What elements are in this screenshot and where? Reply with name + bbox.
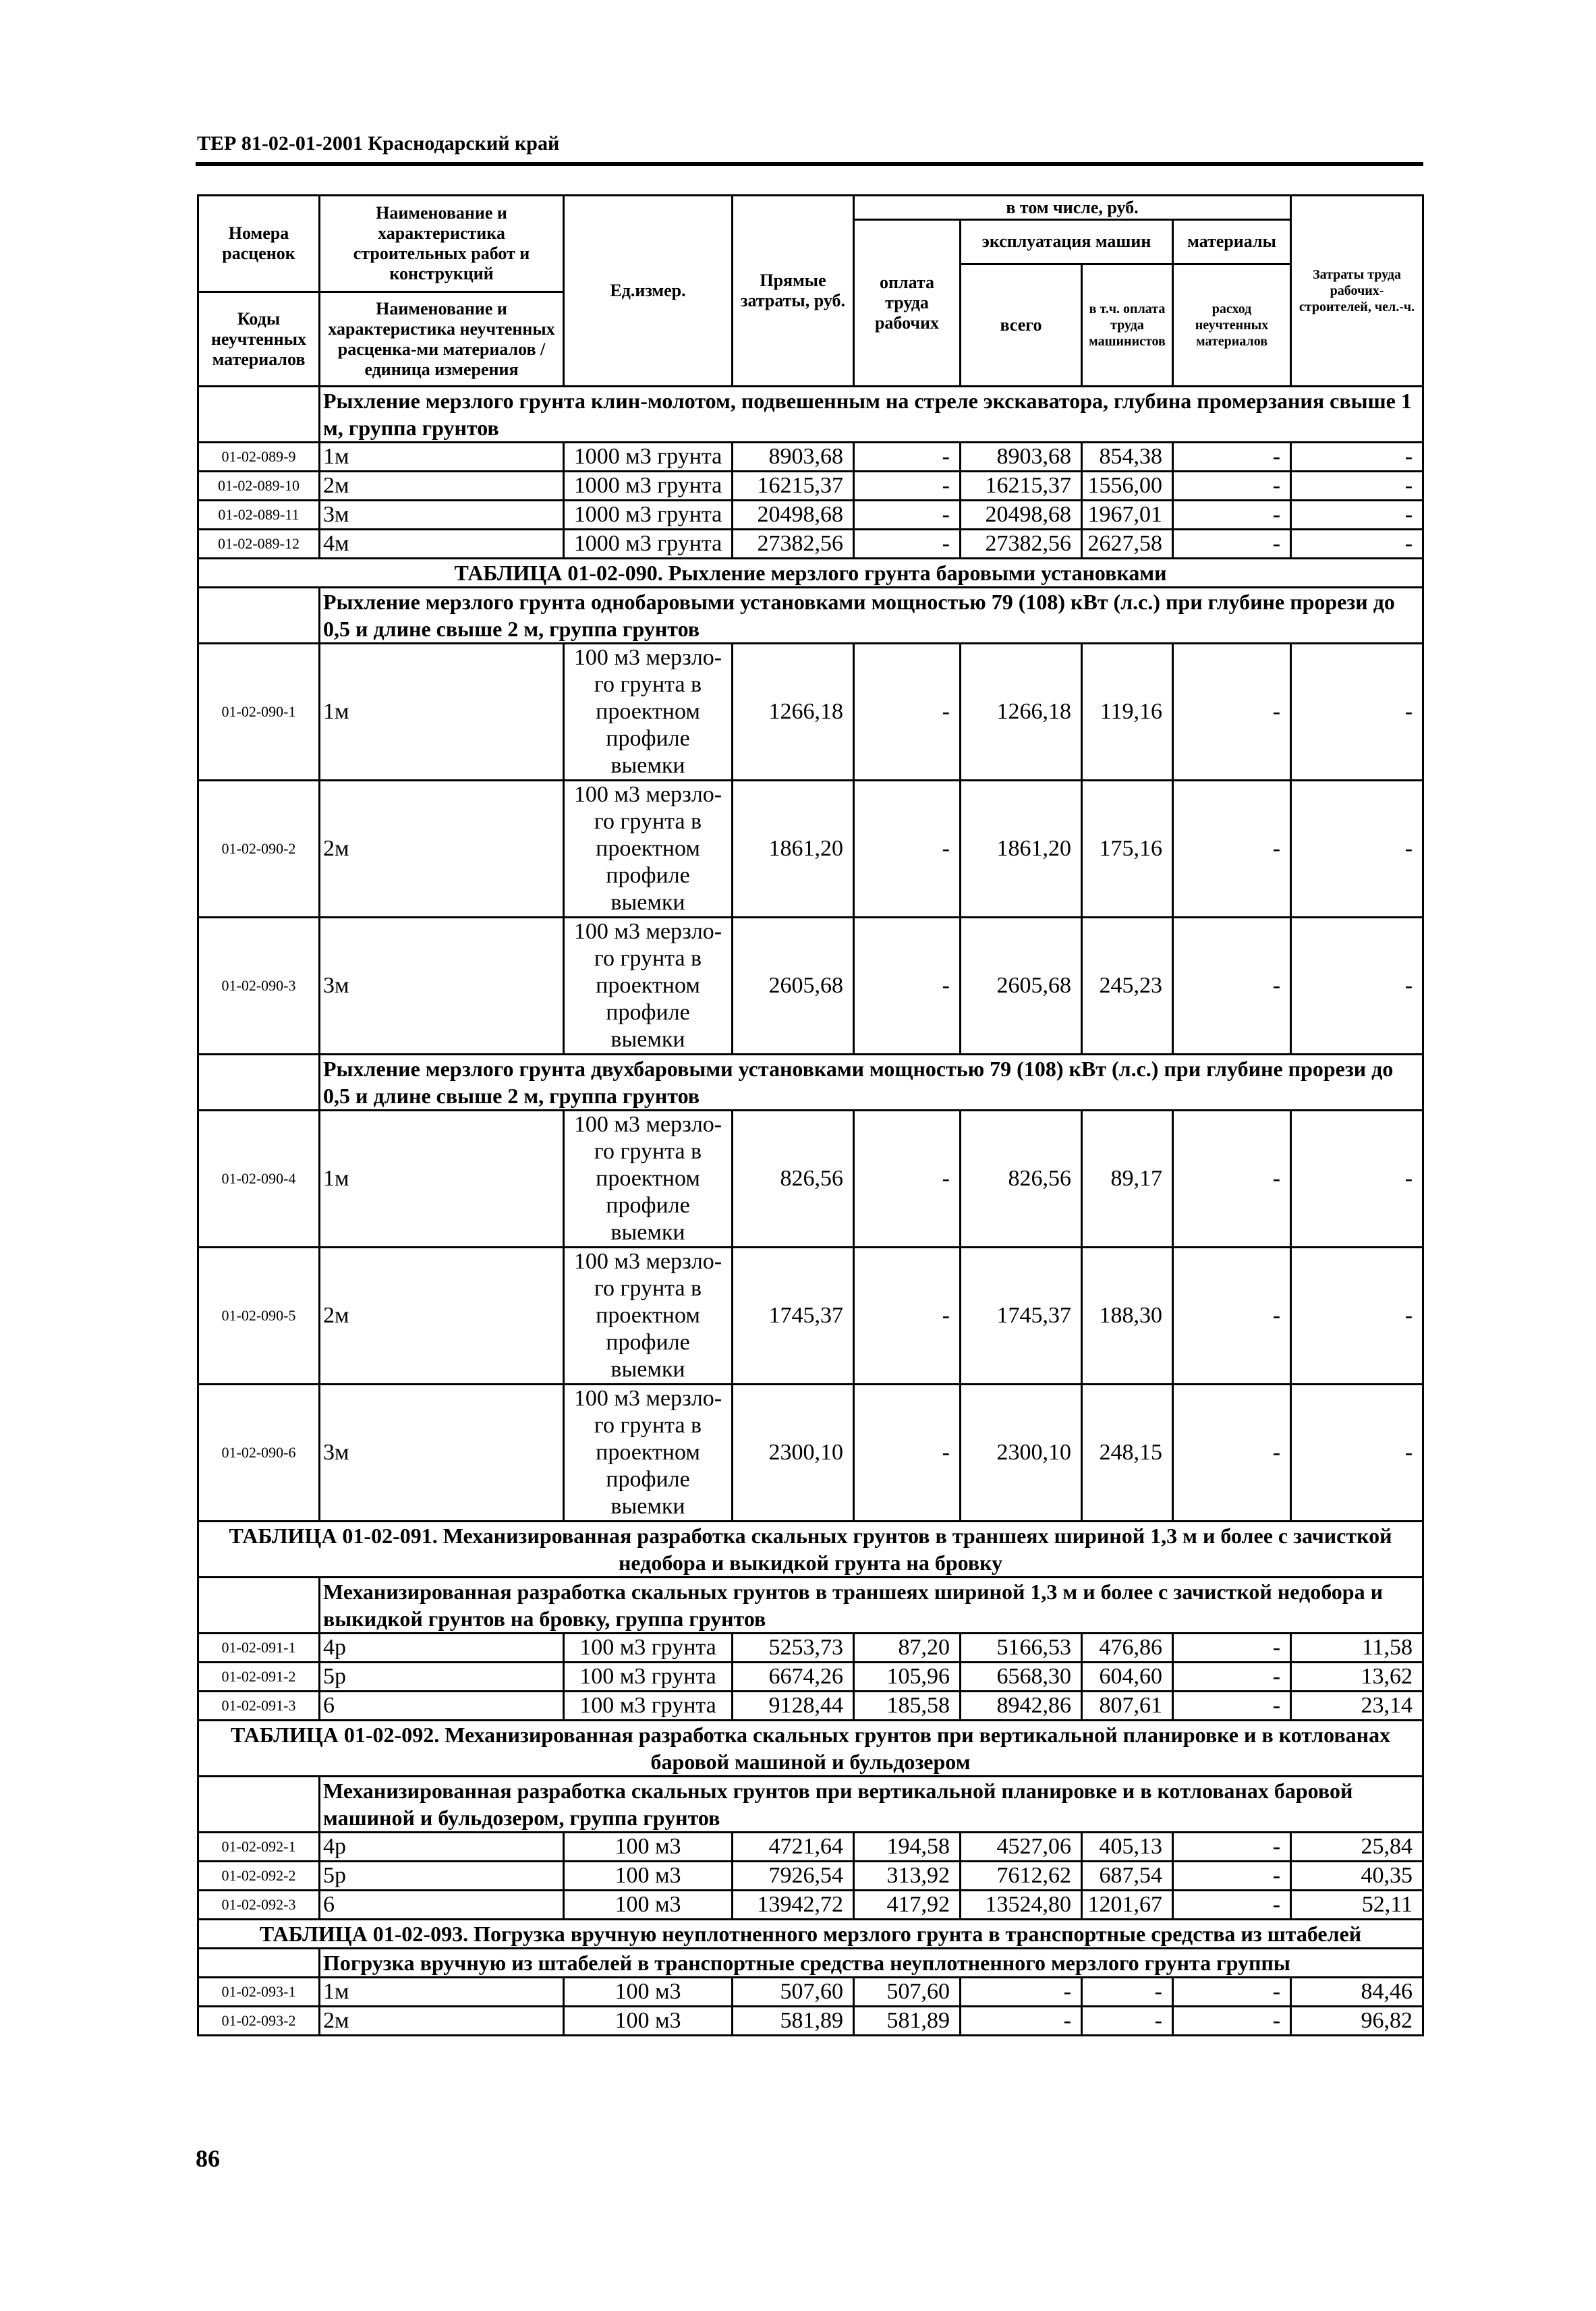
wages-cost: 194,58 <box>854 1833 961 1862</box>
wages-cost: - <box>854 644 961 781</box>
col-name-bottom: Наименование и характеристика неучтенных расценка-ми материалов / единица измерения <box>320 292 564 387</box>
rate-code: 01-02-090-5 <box>198 1248 320 1385</box>
col-materials: материалы <box>1173 220 1291 264</box>
rate-name: 1м <box>320 1111 564 1248</box>
wages-cost: 185,58 <box>854 1692 961 1721</box>
materials-cost: - <box>1173 530 1291 559</box>
rate-name: 4м <box>320 530 564 559</box>
rate-code: 01-02-089-12 <box>198 530 320 559</box>
machinists-wages: 175,16 <box>1082 781 1173 918</box>
labor-cost: - <box>1291 918 1423 1055</box>
section-code-blank <box>198 1578 320 1634</box>
table-title: ТАБЛИЦА 01-02-091. Механизированная разработка скальных грунтов в траншеях шириной 1,3 м и более с зачисткой недобора и выкидкой грунта на бровку <box>198 1522 1423 1578</box>
section-title: Рыхление мерзлого грунта однобаровыми установками мощностью 79 (108) кВт (л.с.) при глубине прорези до 0,5 и длине свыше 2 м, группа грунтов <box>320 588 1423 644</box>
machinists-wages: 1556,00 <box>1082 472 1173 501</box>
table-row <box>198 644 1423 781</box>
machines-cost: 7612,62 <box>961 1862 1082 1891</box>
rate-code: 01-02-089-9 <box>198 443 320 472</box>
rate-unit: 100 м3 грунта <box>564 1663 733 1692</box>
labor-cost: 23,14 <box>1291 1692 1423 1721</box>
rate-unit: 1000 м3 грунта <box>564 472 733 501</box>
labor-cost: 84,46 <box>1291 1978 1423 2007</box>
machinists-wages: 405,13 <box>1082 1833 1173 1862</box>
table-row <box>198 918 1423 1055</box>
materials-cost: - <box>1173 644 1291 781</box>
labor-cost: - <box>1291 1248 1423 1385</box>
table-row <box>198 1891 1423 1920</box>
col-incl: в том числе, руб. <box>854 196 1291 220</box>
rate-code: 01-02-090-2 <box>198 781 320 918</box>
section-title: Погрузка вручную из штабелей в транспортные средства неуплотненного мерзлого грунта группы <box>320 1949 1423 1978</box>
table-title: ТАБЛИЦА 01-02-093. Погрузка вручную неуплотненного мерзлого грунта в транспортные средства из штабелей <box>198 1920 1423 1949</box>
rate-unit: 100 м3 грунта <box>564 1634 733 1663</box>
direct-cost: 1266,18 <box>733 644 854 781</box>
rate-code: 01-02-091-2 <box>198 1663 320 1692</box>
table-body <box>198 387 1423 2036</box>
header-rule <box>196 162 1423 166</box>
rate-code: 01-02-092-1 <box>198 1833 320 1862</box>
direct-cost: 826,56 <box>733 1111 854 1248</box>
labor-cost: - <box>1291 472 1423 501</box>
col-unit: Ед.измер. <box>564 196 733 387</box>
rate-unit: 100 м3 мерзло-го грунта в проектном профиле выемки <box>564 644 733 781</box>
wages-cost: 417,92 <box>854 1891 961 1920</box>
labor-cost: - <box>1291 781 1423 918</box>
table-title-row <box>198 1920 1423 1949</box>
wages-cost: - <box>854 530 961 559</box>
materials-cost: - <box>1173 1111 1291 1248</box>
section-title-row <box>198 588 1423 644</box>
labor-cost: 25,84 <box>1291 1833 1423 1862</box>
direct-cost: 2300,10 <box>733 1385 854 1522</box>
rate-unit: 100 м3 <box>564 2007 733 2036</box>
table-row <box>198 1248 1423 1385</box>
section-title: Рыхление мерзлого грунта клин-молотом, подвешенным на стреле экскаватора, глубина промерзания свыше 1 м, группа грунтов <box>320 387 1423 443</box>
wages-cost: - <box>854 1248 961 1385</box>
labor-cost: - <box>1291 644 1423 781</box>
rate-code: 01-02-090-4 <box>198 1111 320 1248</box>
materials-cost: - <box>1173 472 1291 501</box>
machines-cost: 20498,68 <box>961 501 1082 530</box>
rate-code: 01-02-092-3 <box>198 1891 320 1920</box>
table-title-row <box>198 559 1423 588</box>
rate-unit: 100 м3 мерзло-го грунта в проектном профиле выемки <box>564 1111 733 1248</box>
wages-cost: 581,89 <box>854 2007 961 2036</box>
rate-unit: 1000 м3 грунта <box>564 443 733 472</box>
rate-unit: 100 м3 <box>564 1862 733 1891</box>
machinists-wages: 604,60 <box>1082 1663 1173 1692</box>
table-title-row <box>198 1721 1423 1777</box>
rate-name: 1м <box>320 644 564 781</box>
rate-code: 01-02-093-2 <box>198 2007 320 2036</box>
table-row <box>198 1663 1423 1692</box>
labor-cost: 52,11 <box>1291 1891 1423 1920</box>
rate-code: 01-02-091-1 <box>198 1634 320 1663</box>
machines-cost: 27382,56 <box>961 530 1082 559</box>
materials-cost: - <box>1173 781 1291 918</box>
materials-cost: - <box>1173 1634 1291 1663</box>
rate-name: 2м <box>320 1248 564 1385</box>
materials-cost: - <box>1173 1833 1291 1862</box>
direct-cost: 581,89 <box>733 2007 854 2036</box>
direct-cost: 507,60 <box>733 1978 854 2007</box>
rate-name: 4р <box>320 1833 564 1862</box>
materials-cost: - <box>1173 918 1291 1055</box>
materials-cost: - <box>1173 1891 1291 1920</box>
machines-cost: 1266,18 <box>961 644 1082 781</box>
table-row <box>198 1978 1423 2007</box>
table-row <box>198 530 1423 559</box>
direct-cost: 1745,37 <box>733 1248 854 1385</box>
table-title-row <box>198 1522 1423 1578</box>
rate-code: 01-02-093-1 <box>198 1978 320 2007</box>
wages-cost: - <box>854 501 961 530</box>
section-code-blank <box>198 1055 320 1111</box>
labor-cost: - <box>1291 501 1423 530</box>
machines-cost: 16215,37 <box>961 472 1082 501</box>
machines-cost: 5166,53 <box>961 1634 1082 1663</box>
machines-cost: 1861,20 <box>961 781 1082 918</box>
machinists-wages: 89,17 <box>1082 1111 1173 1248</box>
section-title-row <box>198 1777 1423 1833</box>
rate-name: 2м <box>320 781 564 918</box>
col-machines: эксплуатация машин <box>961 220 1173 264</box>
machinists-wages: - <box>1082 2007 1173 2036</box>
rate-unit: 100 м3 мерзло-го грунта в проектном профиле выемки <box>564 781 733 918</box>
machines-cost: 8942,86 <box>961 1692 1082 1721</box>
labor-cost: 96,82 <box>1291 2007 1423 2036</box>
section-title-row <box>198 1949 1423 1978</box>
col-codes-top: Номера расценок <box>198 196 320 292</box>
section-title: Механизированная разработка скальных грунтов при вертикальной планировке и в котлованах баровой машиной и бульдозером, группа грунтов <box>320 1777 1423 1833</box>
wages-cost: - <box>854 1111 961 1248</box>
direct-cost: 4721,64 <box>733 1833 854 1862</box>
rate-name: 1м <box>320 443 564 472</box>
machinists-wages: 1967,01 <box>1082 501 1173 530</box>
rate-name: 2м <box>320 472 564 501</box>
machinists-wages: 188,30 <box>1082 1248 1173 1385</box>
direct-cost: 27382,56 <box>733 530 854 559</box>
rate-unit: 100 м3 <box>564 1833 733 1862</box>
rate-name: 3м <box>320 1385 564 1522</box>
machinists-wages: 476,86 <box>1082 1634 1173 1663</box>
rate-unit: 100 м3 <box>564 1978 733 2007</box>
col-codes-bottom: Коды неучтенных материалов <box>198 292 320 387</box>
machines-cost: 826,56 <box>961 1111 1082 1248</box>
machinists-wages: 1201,67 <box>1082 1891 1173 1920</box>
table-row <box>198 1634 1423 1663</box>
direct-cost: 8903,68 <box>733 443 854 472</box>
machinists-wages: - <box>1082 1978 1173 2007</box>
labor-cost: 11,58 <box>1291 1634 1423 1663</box>
section-code-blank <box>198 588 320 644</box>
rate-name: 2м <box>320 2007 564 2036</box>
machinists-wages: 807,61 <box>1082 1692 1173 1721</box>
document-header: ТЕР 81-02-01-2001 Краснодарский край <box>197 132 560 155</box>
materials-cost: - <box>1173 1978 1291 2007</box>
machines-cost: 13524,80 <box>961 1891 1082 1920</box>
wages-cost: - <box>854 781 961 918</box>
direct-cost: 2605,68 <box>733 918 854 1055</box>
rate-unit: 1000 м3 грунта <box>564 501 733 530</box>
rate-unit: 100 м3 мерзло-го грунта в проектном профиле выемки <box>564 1385 733 1522</box>
section-code-blank <box>198 1949 320 1978</box>
labor-cost: 13,62 <box>1291 1663 1423 1692</box>
page-number: 86 <box>196 2145 220 2172</box>
materials-cost: - <box>1173 1862 1291 1891</box>
rates-table <box>197 194 1424 2036</box>
section-title-row <box>198 387 1423 443</box>
materials-cost: - <box>1173 2007 1291 2036</box>
col-wages: оплата труда рабочих <box>854 220 961 387</box>
wages-cost: - <box>854 1385 961 1522</box>
materials-cost: - <box>1173 501 1291 530</box>
wages-cost: - <box>854 472 961 501</box>
direct-cost: 9128,44 <box>733 1692 854 1721</box>
table-row <box>198 1862 1423 1891</box>
machinists-wages: 2627,58 <box>1082 530 1173 559</box>
wages-cost: 313,92 <box>854 1862 961 1891</box>
rate-code: 01-02-089-10 <box>198 472 320 501</box>
rate-unit: 100 м3 мерзло-го грунта в проектном профиле выемки <box>564 1248 733 1385</box>
rate-code: 01-02-090-3 <box>198 918 320 1055</box>
section-title-row <box>198 1055 1423 1111</box>
section-title-row <box>198 1578 1423 1634</box>
rate-unit: 100 м3 грунта <box>564 1692 733 1721</box>
direct-cost: 20498,68 <box>733 501 854 530</box>
table-title: ТАБЛИЦА 01-02-090. Рыхление мерзлого грунта баровыми установками <box>198 559 1423 588</box>
rate-code: 01-02-091-3 <box>198 1692 320 1721</box>
machinists-wages: 245,23 <box>1082 918 1173 1055</box>
rate-name: 6 <box>320 1692 564 1721</box>
rate-code: 01-02-090-1 <box>198 644 320 781</box>
table-row <box>198 501 1423 530</box>
rate-unit: 100 м3 мерзло-го грунта в проектном профиле выемки <box>564 918 733 1055</box>
table-row <box>198 443 1423 472</box>
materials-cost: - <box>1173 443 1291 472</box>
rate-name: 3м <box>320 501 564 530</box>
direct-cost: 1861,20 <box>733 781 854 918</box>
table-row <box>198 781 1423 918</box>
col-materials-consumption: расход неучтенных материалов <box>1173 264 1291 387</box>
materials-cost: - <box>1173 1692 1291 1721</box>
wages-cost: 507,60 <box>854 1978 961 2007</box>
rate-code: 01-02-089-11 <box>198 501 320 530</box>
machinists-wages: 854,38 <box>1082 443 1173 472</box>
machines-cost: 8903,68 <box>961 443 1082 472</box>
table-title: ТАБЛИЦА 01-02-092. Механизированная разработка скальных грунтов при вертикальной планировке и в котлованах баровой машиной и бульдозером <box>198 1721 1423 1777</box>
table-row <box>198 2007 1423 2036</box>
materials-cost: - <box>1173 1663 1291 1692</box>
labor-cost: - <box>1291 1385 1423 1522</box>
col-name-top: Наименование и характеристика строительных работ и конструкций <box>320 196 564 292</box>
rate-unit: 1000 м3 грунта <box>564 530 733 559</box>
section-code-blank <box>198 387 320 443</box>
rate-name: 3м <box>320 918 564 1055</box>
wages-cost: - <box>854 918 961 1055</box>
table-row <box>198 1111 1423 1248</box>
rate-name: 4р <box>320 1634 564 1663</box>
col-machines-wages: в т.ч. оплата труда машинистов <box>1082 264 1173 387</box>
direct-cost: 13942,72 <box>733 1891 854 1920</box>
machines-cost: 1745,37 <box>961 1248 1082 1385</box>
col-machines-total: всего <box>961 264 1082 387</box>
table-row <box>198 1385 1423 1522</box>
rate-name: 6 <box>320 1891 564 1920</box>
section-title: Рыхление мерзлого грунта двухбаровыми установками мощностью 79 (108) кВт (л.с.) при глубине прорези до 0,5 и длине свыше 2 м, группа грунтов <box>320 1055 1423 1111</box>
rate-code: 01-02-092-2 <box>198 1862 320 1891</box>
table-row <box>198 472 1423 501</box>
wages-cost: 105,96 <box>854 1663 961 1692</box>
rate-name: 5р <box>320 1663 564 1692</box>
machines-cost: 2605,68 <box>961 918 1082 1055</box>
labor-cost: 40,35 <box>1291 1862 1423 1891</box>
machines-cost: - <box>961 1978 1082 2007</box>
machines-cost: 6568,30 <box>961 1663 1082 1692</box>
table-row <box>198 1692 1423 1721</box>
machinists-wages: 119,16 <box>1082 644 1173 781</box>
section-code-blank <box>198 1777 320 1833</box>
section-title: Механизированная разработка скальных грунтов в траншеях шириной 1,3 м и более с зачисткой недобора и выкидкой грунтов на бровку, группа грунтов <box>320 1578 1423 1634</box>
rate-unit: 100 м3 <box>564 1891 733 1920</box>
direct-cost: 5253,73 <box>733 1634 854 1663</box>
labor-cost: - <box>1291 530 1423 559</box>
wages-cost: 87,20 <box>854 1634 961 1663</box>
direct-cost: 7926,54 <box>733 1862 854 1891</box>
machinists-wages: 687,54 <box>1082 1862 1173 1891</box>
materials-cost: - <box>1173 1248 1291 1385</box>
machines-cost: 4527,06 <box>961 1833 1082 1862</box>
direct-cost: 16215,37 <box>733 472 854 501</box>
labor-cost: - <box>1291 443 1423 472</box>
direct-cost: 6674,26 <box>733 1663 854 1692</box>
labor-cost: - <box>1291 1111 1423 1248</box>
table-head <box>198 196 1423 387</box>
rates-table-wrapper <box>197 194 1422 2036</box>
materials-cost: - <box>1173 1385 1291 1522</box>
machines-cost: 2300,10 <box>961 1385 1082 1522</box>
wages-cost: - <box>854 443 961 472</box>
machinists-wages: 248,15 <box>1082 1385 1173 1522</box>
col-direct: Прямые затраты, руб. <box>733 196 854 387</box>
rate-code: 01-02-090-6 <box>198 1385 320 1522</box>
table-row <box>198 1833 1423 1862</box>
rate-name: 5р <box>320 1862 564 1891</box>
col-labor: Затраты труда рабочих-строителей, чел.-ч. <box>1291 196 1423 387</box>
rate-name: 1м <box>320 1978 564 2007</box>
machines-cost: - <box>961 2007 1082 2036</box>
